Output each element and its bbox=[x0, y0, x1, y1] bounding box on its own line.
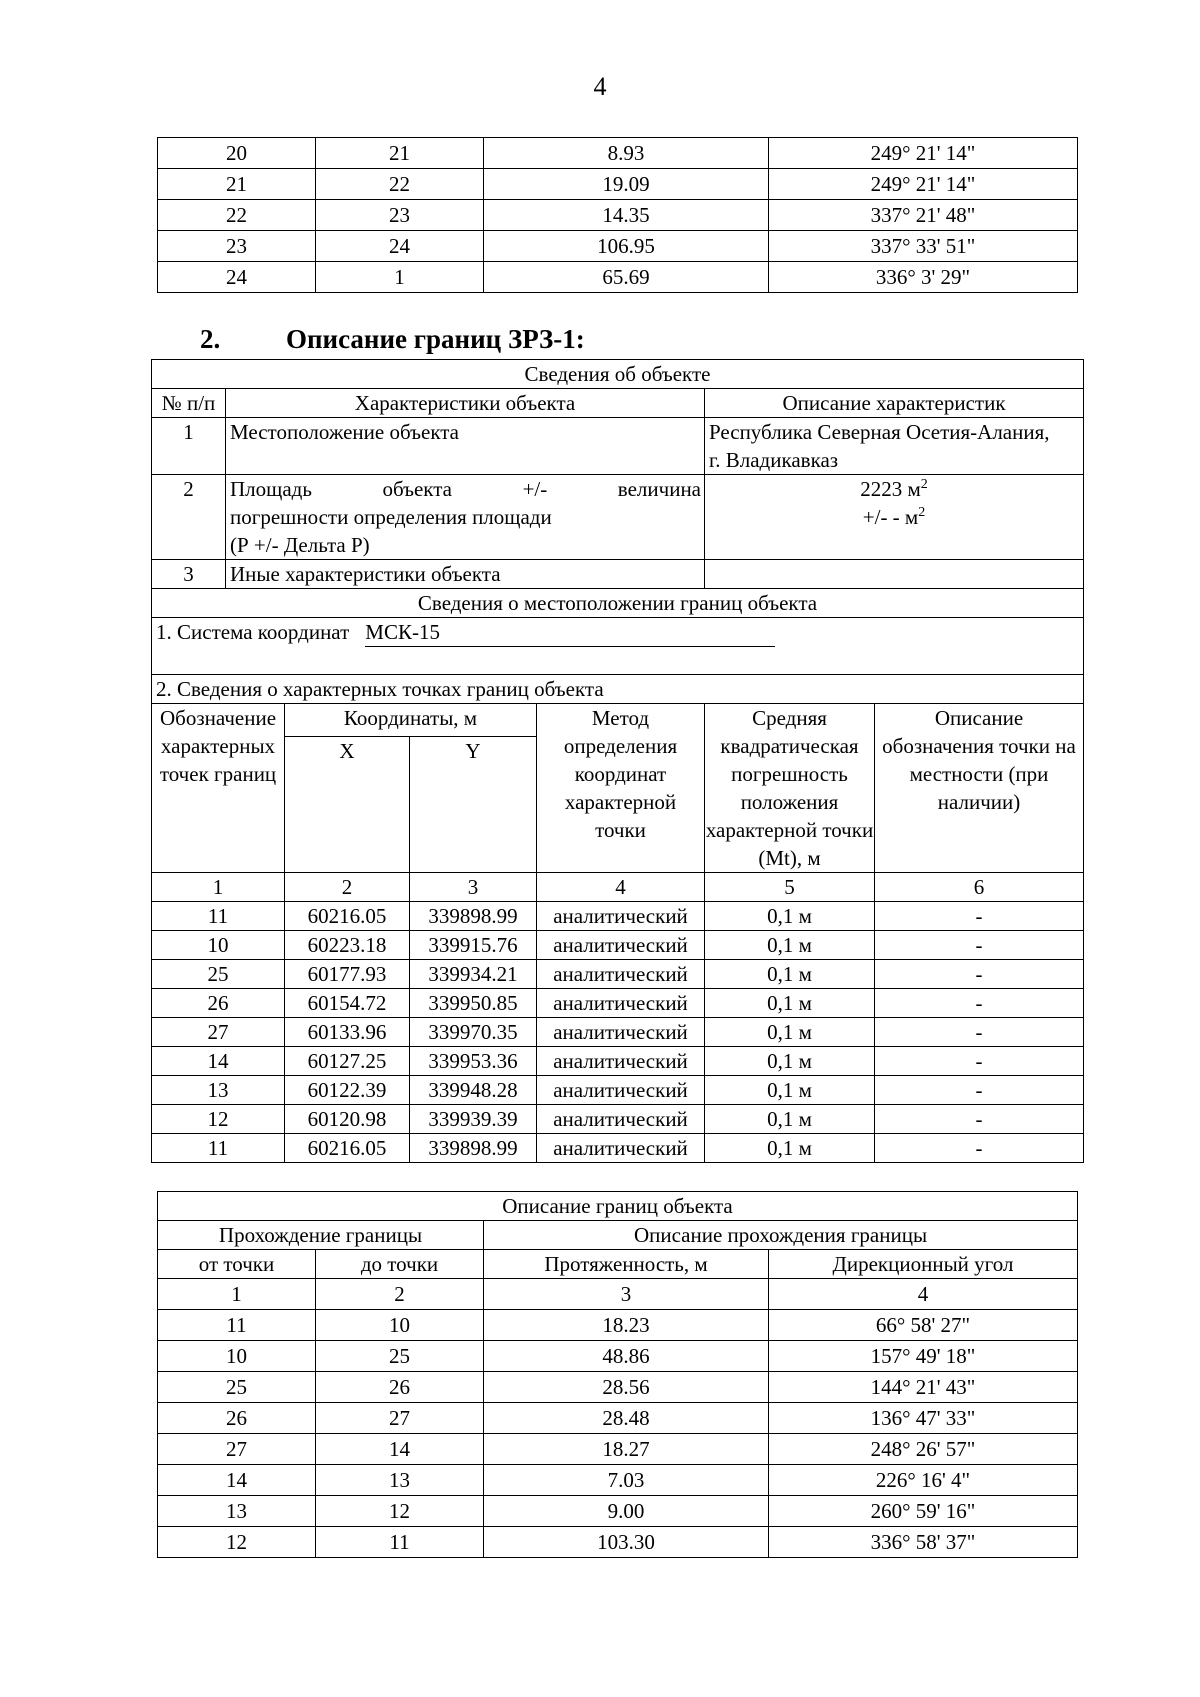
table-cell: аналитический bbox=[537, 1134, 705, 1163]
row2-name bbox=[226, 475, 705, 560]
section-heading bbox=[200, 324, 585, 355]
col-number: 6 bbox=[875, 873, 1084, 902]
table-row bbox=[158, 1310, 1078, 1341]
section-title: Описание границ ЗРЗ-1: bbox=[286, 324, 585, 354]
table-cell: 0,1 м bbox=[705, 902, 875, 931]
table-cell: 25 bbox=[316, 1341, 484, 1372]
table-cell: - bbox=[875, 989, 1084, 1018]
table-cell: 27 bbox=[152, 1018, 285, 1047]
table-row bbox=[158, 200, 1078, 231]
section-number: 2. bbox=[200, 324, 221, 354]
table-cell: 336° 3' 29" bbox=[769, 262, 1078, 293]
points-header-x: X bbox=[285, 737, 410, 873]
points-header-designation: Обозначение характерных точек границ bbox=[152, 704, 285, 873]
table-row bbox=[158, 1465, 1078, 1496]
table-cell: 103.30 bbox=[484, 1527, 769, 1558]
table-cell: 60216.05 bbox=[285, 902, 410, 931]
table-cell: аналитический bbox=[537, 1018, 705, 1047]
table-row bbox=[158, 1341, 1078, 1372]
table-cell: 19.09 bbox=[484, 169, 769, 200]
table-cell: 226° 16' 4" bbox=[769, 1465, 1078, 1496]
table-row bbox=[158, 262, 1078, 293]
boundary-group-passage: Прохождение границы bbox=[158, 1221, 484, 1250]
table-cell: 60223.18 bbox=[285, 931, 410, 960]
table-cell: 9.00 bbox=[484, 1496, 769, 1527]
row2-num: 2 bbox=[152, 475, 226, 560]
table-cell: аналитический bbox=[537, 1047, 705, 1076]
table-cell: - bbox=[875, 1105, 1084, 1134]
object-table-title: Сведения об объекте bbox=[152, 360, 1084, 389]
table-cell: 10 bbox=[152, 931, 285, 960]
table-cell: 11 bbox=[158, 1310, 316, 1341]
col-number: 3 bbox=[484, 1279, 769, 1310]
table-cell: 10 bbox=[158, 1341, 316, 1372]
row2-desc bbox=[705, 475, 1084, 560]
boundary-header: от точки bbox=[158, 1250, 316, 1279]
table-cell: 0,1 м bbox=[705, 1076, 875, 1105]
table-cell: 337° 33' 51" bbox=[769, 231, 1078, 262]
table-cell: 25 bbox=[152, 960, 285, 989]
table-cell: 14 bbox=[158, 1465, 316, 1496]
row3-name: Иные характеристики объекта bbox=[226, 560, 705, 589]
table-cell: 24 bbox=[158, 262, 316, 293]
row2-name-line1: Площадь объекта +/- величина bbox=[230, 477, 701, 501]
table-row bbox=[158, 1496, 1078, 1527]
table-cell: 157° 49' 18" bbox=[769, 1341, 1078, 1372]
table-cell: аналитический bbox=[537, 931, 705, 960]
table-cell: 144° 21' 43" bbox=[769, 1372, 1078, 1403]
table-cell: 249° 21' 14" bbox=[769, 138, 1078, 169]
col-number: 1 bbox=[152, 873, 285, 902]
header-characteristics: Характеристики объекта bbox=[226, 389, 705, 418]
table-row bbox=[152, 989, 1084, 1018]
coord-system-row bbox=[152, 618, 1084, 675]
table-cell: 12 bbox=[152, 1105, 285, 1134]
table-cell: - bbox=[875, 1076, 1084, 1105]
table-cell: 339898.99 bbox=[410, 902, 537, 931]
boundary-col-numbers bbox=[158, 1279, 1078, 1310]
table-cell: 339898.99 bbox=[410, 1134, 537, 1163]
table-cell: 106.95 bbox=[484, 231, 769, 262]
table-row bbox=[152, 1076, 1084, 1105]
table-cell: 11 bbox=[316, 1527, 484, 1558]
table-cell: 0,1 м bbox=[705, 1018, 875, 1047]
table-cell: - bbox=[875, 931, 1084, 960]
table-cell: 0,1 м bbox=[705, 931, 875, 960]
row3-num: 3 bbox=[152, 560, 226, 589]
table-cell: аналитический bbox=[537, 989, 705, 1018]
table-row bbox=[158, 231, 1078, 262]
table-cell: 22 bbox=[158, 200, 316, 231]
row1-desc-line2: г. Владикавказ bbox=[709, 448, 839, 472]
table-cell: 339934.21 bbox=[410, 960, 537, 989]
table-cell: 60120.98 bbox=[285, 1105, 410, 1134]
table-cell: 0,1 м bbox=[705, 989, 875, 1018]
page-number: 4 bbox=[593, 72, 607, 101]
row1-desc bbox=[705, 418, 1084, 475]
row1-num: 1 bbox=[152, 418, 226, 475]
table-row bbox=[152, 1105, 1084, 1134]
table-cell: 23 bbox=[158, 231, 316, 262]
table-cell: 14 bbox=[316, 1434, 484, 1465]
col-number: 3 bbox=[410, 873, 537, 902]
table-cell: - bbox=[875, 1018, 1084, 1047]
points-title: 2. Сведения о характерных точках границ объекта bbox=[152, 675, 1084, 704]
table-cell: 248° 26' 57" bbox=[769, 1434, 1078, 1465]
table-row bbox=[152, 1047, 1084, 1076]
table-cell: - bbox=[875, 902, 1084, 931]
row1-desc-line1: Республика Северная Осетия-Алания, bbox=[709, 420, 1050, 444]
coord-system-value: МСК-15 bbox=[365, 618, 775, 647]
table-cell: 26 bbox=[158, 1403, 316, 1434]
table-cell: - bbox=[875, 1047, 1084, 1076]
boundary-group-description: Описание прохождения границы bbox=[484, 1221, 1078, 1250]
table-cell: 339950.85 bbox=[410, 989, 537, 1018]
table-cell: 21 bbox=[158, 169, 316, 200]
continuation-table bbox=[157, 137, 1078, 293]
table-cell: 14.35 bbox=[484, 200, 769, 231]
table-row bbox=[152, 960, 1084, 989]
points-header-method: Метод определения координат характерной точки bbox=[537, 704, 705, 873]
points-header-error: Средняя квадратическая погрешность положения характерной точки (Mt), м bbox=[705, 704, 875, 873]
table-cell: 8.93 bbox=[484, 138, 769, 169]
col-number: 4 bbox=[537, 873, 705, 902]
header-description: Описание характеристик bbox=[705, 389, 1084, 418]
table-cell: 10 bbox=[316, 1310, 484, 1341]
boundary-table bbox=[157, 1191, 1078, 1558]
table-cell: 60216.05 bbox=[285, 1134, 410, 1163]
table-cell: - bbox=[875, 1134, 1084, 1163]
points-header-coords: Координаты, м bbox=[285, 704, 537, 737]
row3-desc bbox=[705, 560, 1084, 589]
table-cell: 25 bbox=[158, 1372, 316, 1403]
table-cell: 136° 47' 33" bbox=[769, 1403, 1078, 1434]
points-col-numbers bbox=[152, 873, 1084, 902]
points-header-description: Описание обозначения точки на местности (при наличии) bbox=[875, 704, 1084, 873]
table-cell: 7.03 bbox=[484, 1465, 769, 1496]
table-cell: 13 bbox=[316, 1465, 484, 1496]
table-cell: 20 bbox=[158, 138, 316, 169]
table-cell: 260° 59' 16" bbox=[769, 1496, 1078, 1527]
table-cell: 0,1 м bbox=[705, 1105, 875, 1134]
table-cell: 28.48 bbox=[484, 1403, 769, 1434]
table-cell: 60127.25 bbox=[285, 1047, 410, 1076]
table-cell: 339970.35 bbox=[410, 1018, 537, 1047]
table-cell: 27 bbox=[316, 1403, 484, 1434]
table-cell: 339939.39 bbox=[410, 1105, 537, 1134]
table-cell: 336° 58' 37" bbox=[769, 1527, 1078, 1558]
table-row bbox=[158, 1372, 1078, 1403]
col-number: 2 bbox=[285, 873, 410, 902]
col-number: 2 bbox=[316, 1279, 484, 1310]
table-cell: 18.23 bbox=[484, 1310, 769, 1341]
location-title: Сведения о местоположении границ объекта bbox=[152, 589, 1084, 618]
col-number: 4 bbox=[769, 1279, 1078, 1310]
table-cell: 337° 21' 48" bbox=[769, 200, 1078, 231]
coord-system-label: 1. Система координат bbox=[156, 620, 350, 644]
table-cell: аналитический bbox=[537, 902, 705, 931]
table-cell: 249° 21' 14" bbox=[769, 169, 1078, 200]
object-info-table bbox=[151, 359, 1084, 1163]
table-cell: 339953.36 bbox=[410, 1047, 537, 1076]
table-cell: 0,1 м bbox=[705, 1047, 875, 1076]
table-cell: 12 bbox=[316, 1496, 484, 1527]
row2-name-line3: (Р +/- Дельта Р) bbox=[230, 533, 370, 557]
table-row bbox=[152, 1134, 1084, 1163]
boundary-header: до точки bbox=[316, 1250, 484, 1279]
boundary-header: Протяженность, м bbox=[484, 1250, 769, 1279]
table-cell: 60122.39 bbox=[285, 1076, 410, 1105]
table-row bbox=[158, 138, 1078, 169]
table-cell: 28.56 bbox=[484, 1372, 769, 1403]
table-cell: 26 bbox=[316, 1372, 484, 1403]
table-cell: 22 bbox=[316, 169, 484, 200]
boundary-header-row bbox=[158, 1250, 1078, 1279]
table-cell: 60133.96 bbox=[285, 1018, 410, 1047]
row1-name: Местоположение объекта bbox=[226, 418, 705, 475]
col-number: 1 bbox=[158, 1279, 316, 1310]
table-cell: 24 bbox=[316, 231, 484, 262]
table-row bbox=[158, 169, 1078, 200]
table-cell: 18.27 bbox=[484, 1434, 769, 1465]
table-cell: аналитический bbox=[537, 1105, 705, 1134]
table-cell: 11 bbox=[152, 902, 285, 931]
table-cell: 48.86 bbox=[484, 1341, 769, 1372]
table-cell: 60154.72 bbox=[285, 989, 410, 1018]
table-cell: 14 bbox=[152, 1047, 285, 1076]
table-cell: 65.69 bbox=[484, 262, 769, 293]
table-cell: 26 bbox=[152, 989, 285, 1018]
table-cell: 1 bbox=[316, 262, 484, 293]
table-cell: 60177.93 bbox=[285, 960, 410, 989]
area-value: 2223 $м^2$ bbox=[860, 477, 928, 501]
table-cell: 11 bbox=[152, 1134, 285, 1163]
table-row bbox=[152, 931, 1084, 960]
boundary-header: Дирекционный угол bbox=[769, 1250, 1078, 1279]
header-num: № п/п bbox=[152, 389, 226, 418]
boundary-title: Описание границ объекта bbox=[158, 1192, 1078, 1221]
col-number: 5 bbox=[705, 873, 875, 902]
table-cell: 0,1 м bbox=[705, 1134, 875, 1163]
table-cell: 23 bbox=[316, 200, 484, 231]
table-cell: 13 bbox=[152, 1076, 285, 1105]
table-cell: 21 bbox=[316, 138, 484, 169]
table-row bbox=[158, 1527, 1078, 1558]
table-cell: 339915.76 bbox=[410, 931, 537, 960]
area-error: +/- - $м^2$ bbox=[862, 505, 926, 529]
table-row bbox=[158, 1403, 1078, 1434]
table-cell: - bbox=[875, 960, 1084, 989]
table-row bbox=[152, 902, 1084, 931]
table-cell: 27 bbox=[158, 1434, 316, 1465]
table-cell: 66° 58' 27" bbox=[769, 1310, 1078, 1341]
table-row bbox=[152, 1018, 1084, 1047]
table-cell: 13 bbox=[158, 1496, 316, 1527]
row2-name-line2: погрешности определения площади bbox=[230, 505, 552, 529]
table-cell: 339948.28 bbox=[410, 1076, 537, 1105]
table-cell: аналитический bbox=[537, 1076, 705, 1105]
table-row bbox=[158, 1434, 1078, 1465]
table-cell: 12 bbox=[158, 1527, 316, 1558]
points-header-y: Y bbox=[410, 737, 537, 873]
table-cell: 0,1 м bbox=[705, 960, 875, 989]
table-cell: аналитический bbox=[537, 960, 705, 989]
